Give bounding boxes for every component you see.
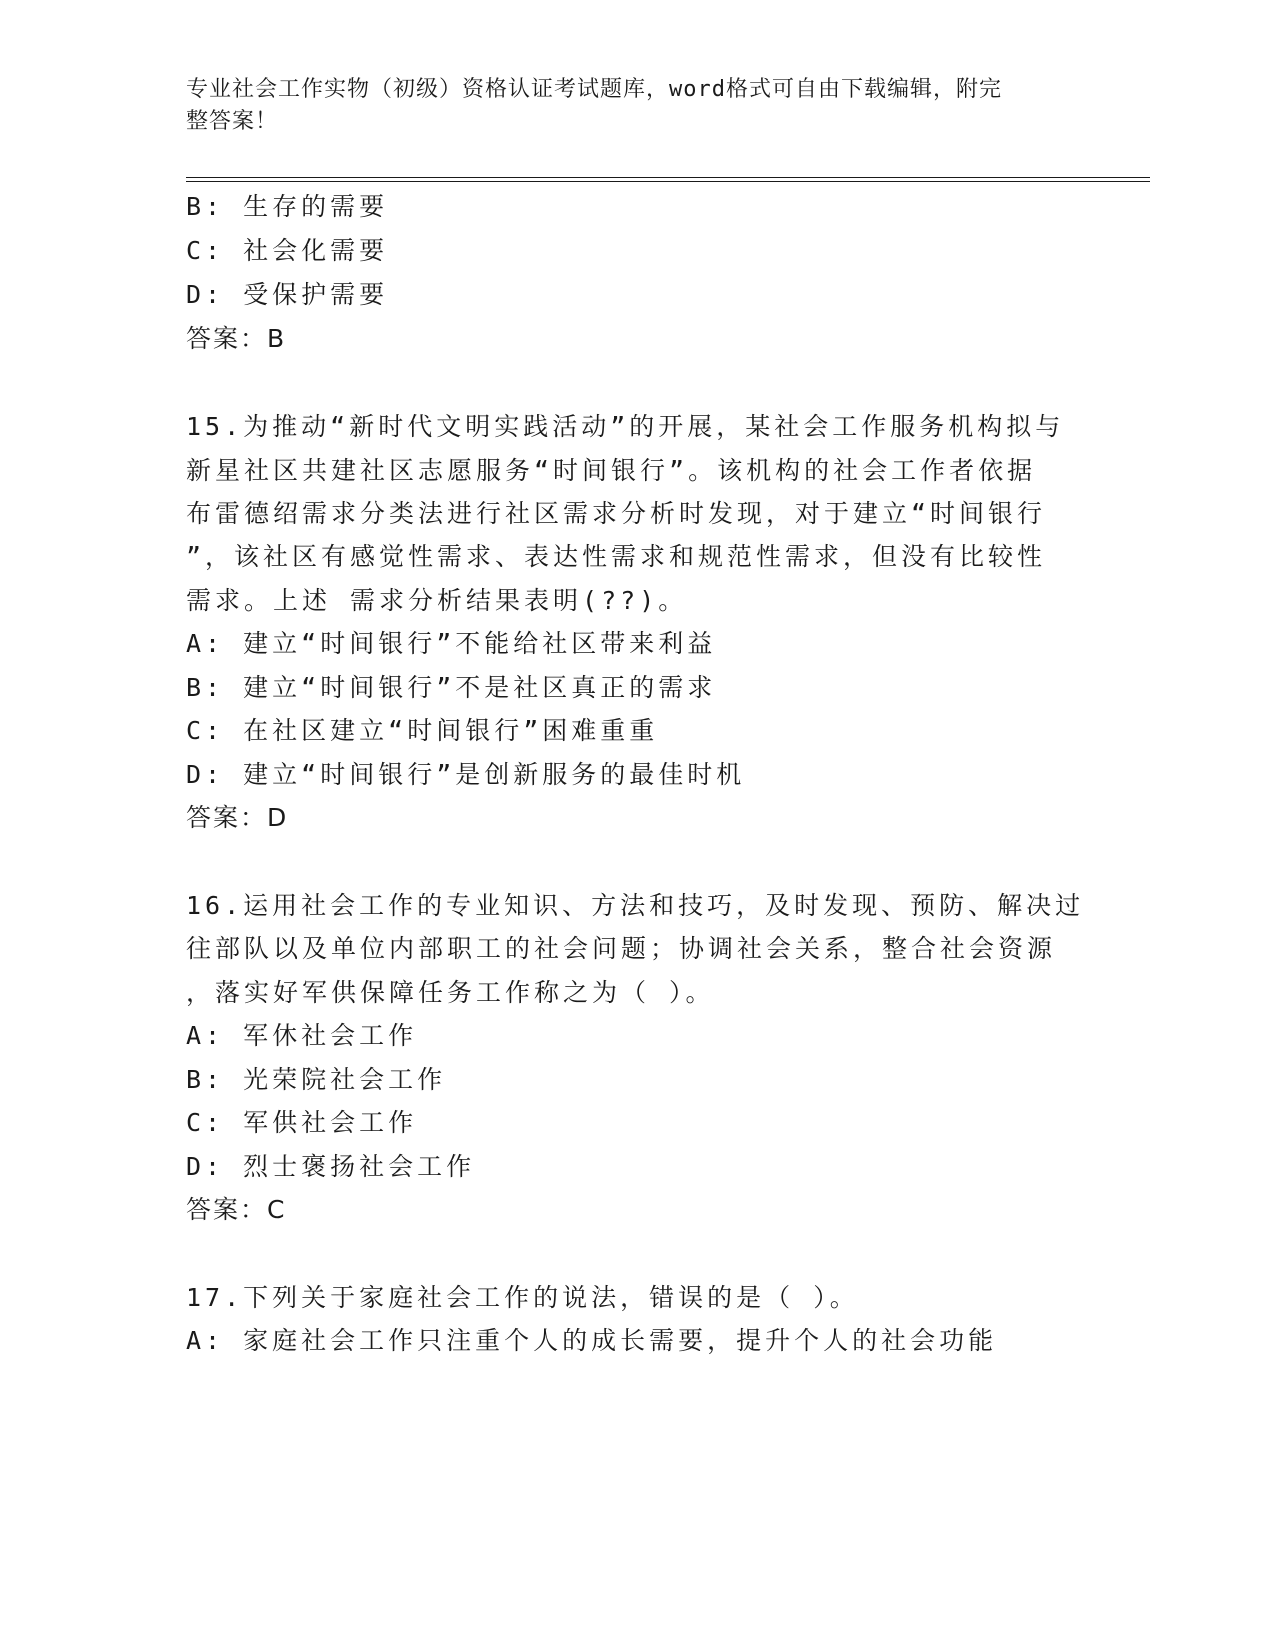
q16-stem-line-1: 16.运用社会工作的专业知识、方法和技巧，及时发现、预防、解决过 <box>186 891 1085 920</box>
q14-option-c: C: 社会化需要 <box>186 236 389 265</box>
header-line-1: 专业社会工作实物（初级）资格认证考试题库，word格式可自由下载编辑，附完 <box>186 77 1002 102</box>
q16-stem-line-2: 往部队以及单位内部职工的社会问题；协调社会关系，整合社会资源 <box>186 934 1057 963</box>
q14-option-b: B: 生存的需要 <box>186 192 389 221</box>
q16-option-c: C: 军供社会工作 <box>186 1108 418 1137</box>
q14-answer: 答案：B <box>186 324 287 353</box>
q15-stem-line-1: 15.为推动“新时代文明实践活动”的开展，某社会工作服务机构拟与 <box>186 412 1065 441</box>
header-divider-top <box>186 177 1150 178</box>
header-divider-bottom <box>186 181 1150 182</box>
q17-stem-line-1: 17.下列关于家庭社会工作的说法，错误的是（ ）。 <box>186 1283 859 1312</box>
q15-option-c: C: 在社区建立“时间银行”困难重重 <box>186 716 659 745</box>
q16-option-d: D: 烈士褒扬社会工作 <box>186 1152 476 1181</box>
document-header <box>186 74 1066 138</box>
q16-option-b: B: 光荣院社会工作 <box>186 1065 447 1094</box>
q15-answer: 答案：D <box>186 803 289 832</box>
q15-option-b: B: 建立“时间银行”不是社区真正的需求 <box>186 673 717 702</box>
q17-option-a: A: 家庭社会工作只注重个人的成长需要，提升个人的社会功能 <box>186 1326 998 1355</box>
header-line-2: 整答案！ <box>186 109 279 134</box>
q15-stem-line-5: 需求。上述 需求分析结果表明(??)。 <box>186 586 688 615</box>
q15-option-d: D: 建立“时间银行”是创新服务的最佳时机 <box>186 760 746 789</box>
q14-option-d: D: 受保护需要 <box>186 280 389 309</box>
q15-option-a: A: 建立“时间银行”不能给社区带来利益 <box>186 629 717 658</box>
q16-option-a: A: 军休社会工作 <box>186 1021 418 1050</box>
q15-stem-line-4: ”，该社区有感觉性需求、表达性需求和规范性需求，但没有比较性 <box>186 542 1047 571</box>
q15-stem-line-3: 布雷德绍需求分类法进行社区需求分析时发现，对于建立“时间银行 <box>186 499 1047 528</box>
q16-answer: 答案：C <box>186 1195 287 1224</box>
q16-stem-line-3: ，落实好军供保障任务工作称之为（ ）。 <box>186 978 715 1007</box>
q15-stem-line-2: 新星社区共建社区志愿服务“时间银行”。该机构的社会工作者依据 <box>186 456 1037 485</box>
